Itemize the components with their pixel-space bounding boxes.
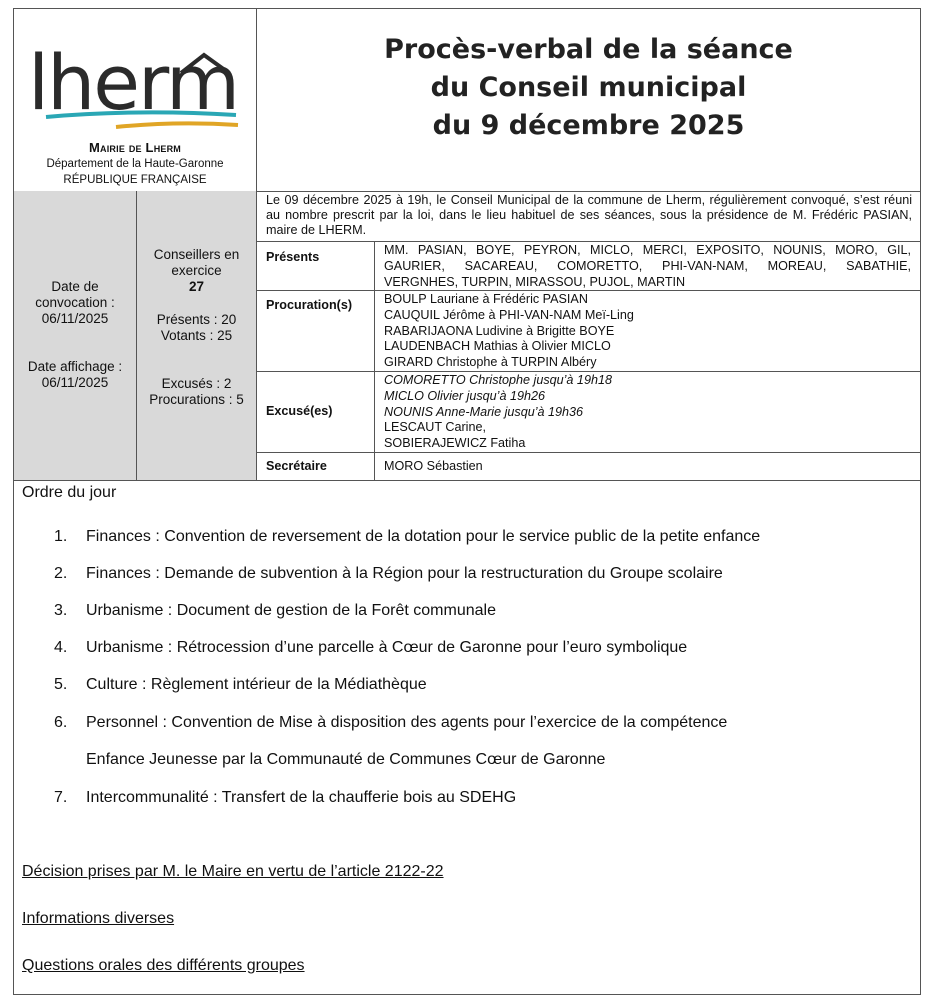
agenda-heading: Ordre du jour: [22, 484, 117, 501]
title-line-1: Procès-verbal de la séance: [384, 34, 793, 65]
list-item: RABARIJAONA Ludivine à Brigitte BOYE: [384, 323, 615, 338]
header: [14, 9, 920, 192]
agenda-item: [54, 676, 427, 694]
item-text: Finances : Convention de reversement de la dotation pour le service public de la petite enfance: [86, 528, 761, 545]
agenda-item: [54, 639, 687, 657]
procurations-label: Procuration(s): [266, 298, 353, 312]
affichage-label: Date affichage :: [27, 359, 123, 374]
excuses-count: Excusés : 2: [161, 376, 232, 391]
republique: RÉPUBLIQUE FRANÇAISE: [63, 174, 207, 186]
document-page: [13, 8, 921, 995]
procurations-count: Procurations : 5: [149, 392, 244, 407]
agenda-item: [54, 528, 760, 546]
departement: Département de la Haute-Garonne: [46, 158, 224, 170]
presents-row: [257, 241, 920, 290]
convocation-label: Date de: [51, 279, 99, 294]
list-item: MICLO Olivier jusqu’à 19h26: [384, 388, 545, 403]
agenda-item: [54, 789, 516, 807]
conseillers-label-2: exercice: [171, 263, 222, 278]
item-number: 6.: [54, 714, 68, 731]
presents-value: [384, 243, 911, 290]
agenda-item-continuation: Enfance Jeunesse par la Communauté de Communes Cœur de Garonne: [86, 751, 606, 768]
questions-heading: Questions orales des différents groupes: [22, 957, 305, 974]
item-text: Finances : Demande de subvention à la Région pour la restructuration du Groupe scolaire: [86, 565, 723, 582]
list-item: LESCAUT Carine,: [384, 420, 486, 435]
excuses-label: Excusé(es): [266, 404, 333, 418]
excuses-list: [384, 373, 911, 452]
list-item: COMORETTO Christophe jusqu’à 19h18: [384, 373, 612, 387]
item-number: 4.: [54, 639, 68, 656]
item-text: Urbanisme : Document de gestion de la Forêt communale: [86, 602, 496, 619]
page-title: [257, 31, 920, 145]
affichage-date: 06/11/2025: [41, 375, 109, 390]
agenda-item: [54, 565, 723, 583]
procurations-row: [257, 290, 920, 371]
list-item: NOUNIS Anne-Marie jusqu’à 19h36: [384, 404, 584, 419]
procurations-list: [384, 292, 911, 371]
item-number: 3.: [54, 602, 68, 619]
conseillers-label: Conseillers en: [153, 247, 240, 262]
logo-wordmark: lherm: [28, 38, 238, 127]
convocation-label-2: convocation :: [35, 295, 115, 310]
agenda-item: [54, 602, 496, 620]
details-column: [257, 191, 920, 480]
secretaire-label: Secrétaire: [266, 459, 327, 473]
title-line-3: du 9 décembre 2025: [432, 110, 745, 141]
votants-count: Votants : 25: [160, 328, 233, 343]
secretaire-value: MORO Sébastien: [384, 459, 483, 473]
session-info: [14, 191, 920, 481]
conseillers-block: [137, 247, 256, 295]
excuses-row: [257, 371, 920, 452]
list-item: LAUDENBACH Mathias à Olivier MICLO: [384, 339, 611, 354]
presents-line: GAURIER, SACAREAU, COMORETTO, PHI-VAN-NAM, MOREAU, SABATHIE,: [384, 258, 911, 273]
item-number: 7.: [54, 789, 68, 806]
presence-block: [137, 312, 256, 344]
informations-heading: Informations diverses: [22, 910, 175, 927]
affichage-block: [14, 359, 136, 391]
lherm-logo: [26, 29, 241, 137]
item-text: Urbanisme : Rétrocession d’une parcelle à Cœur de Garonne pour l’euro symbolique: [86, 639, 688, 656]
dates-column: [14, 191, 137, 480]
decisions-heading: Décision prises par M. le Maire en vertu de l’article 2122-22: [22, 863, 444, 880]
agenda-item: [54, 714, 727, 732]
item-text: Intercommunalité : Transfert de la chaufferie bois au SDEHG: [86, 789, 517, 806]
item-number: 2.: [54, 565, 68, 582]
counts-column: [137, 191, 257, 480]
item-number: 1.: [54, 528, 68, 545]
title-line-2: du Conseil municipal: [430, 72, 747, 103]
item-number: 5.: [54, 676, 68, 693]
presents-line: MM. PASIAN, BOYE, PEYRON, MICLO, MERCI, EXPOSITO, NOUNIS, MORO, GIL,: [384, 243, 911, 257]
excuses-block: [137, 376, 256, 408]
presents-line: VERGNHES, TURPIN, MIRASSOU, PUJOL, MARTIN: [384, 274, 686, 289]
mairie-name: Mairie de Lherm: [89, 140, 181, 155]
convocation-block: [14, 279, 136, 327]
convocation-date: 06/11/2025: [41, 311, 109, 326]
logo-cell: [14, 9, 257, 191]
secretaire-row: [257, 452, 920, 481]
list-item: SOBIERAJEWICZ Fatiha: [384, 436, 526, 451]
title-cell: [257, 9, 920, 191]
list-item: BOULP Lauriane à Frédéric PASIAN: [384, 292, 588, 306]
presents-label: Présents: [266, 250, 320, 264]
presents-count: Présents : 20: [156, 312, 237, 327]
item-text: Personnel : Convention de Mise à disposition des agents pour l’exercice de la compétence: [86, 714, 728, 731]
conseillers-value: 27: [188, 279, 205, 294]
item-text: Culture : Règlement intérieur de la Médiathèque: [86, 676, 427, 693]
intro-text: Le 09 décembre 2025 à 19h, le Conseil Municipal de la commune de Lherm, régulièrement convoqué, s’est réuni au nombre prescrit par la loi, dans le lieu habituel de ses séances, sous la présidence de M. Frédéric PASIAN, maire de LHERM.: [266, 193, 912, 237]
list-item: GIRARD Christophe à TURPIN Albéry: [384, 355, 597, 370]
list-item: CAUQUIL Jérôme à PHI-VAN-NAM Meï-Ling: [384, 307, 634, 322]
